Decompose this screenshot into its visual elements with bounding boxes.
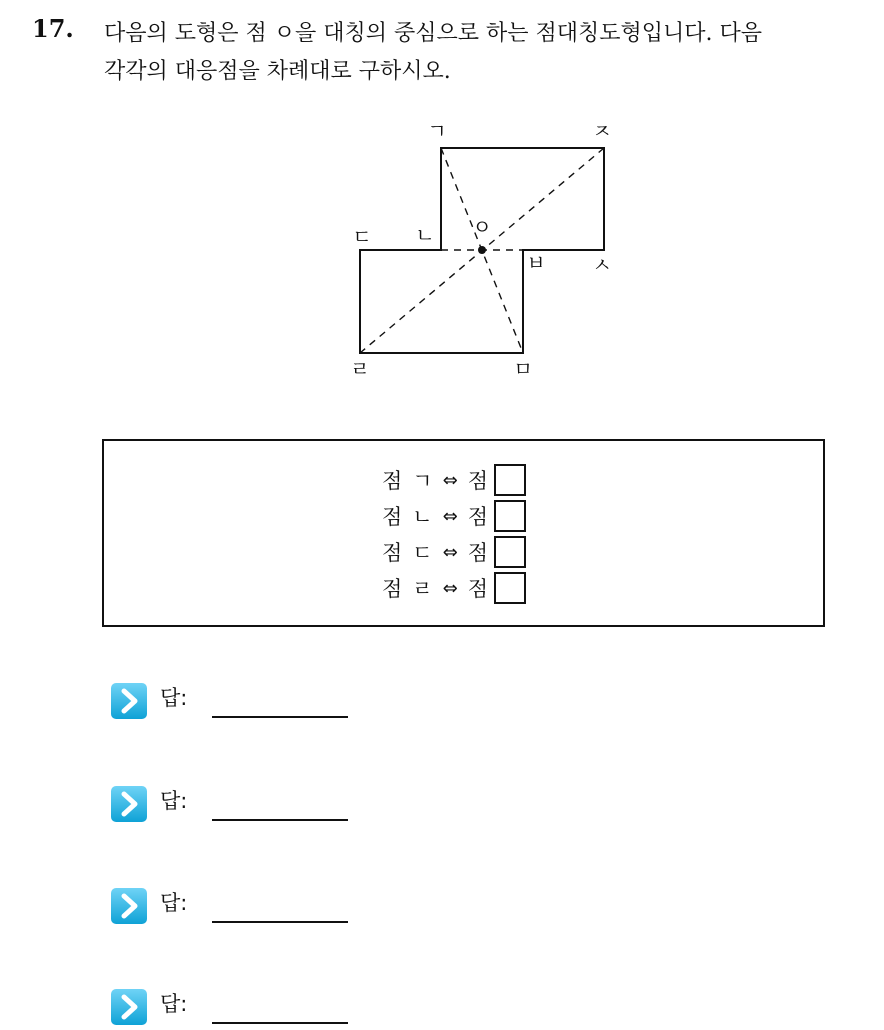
correspondence-row xyxy=(382,499,526,533)
target-prefix: 점 xyxy=(467,577,488,601)
label-vertex-m: ㅁ xyxy=(513,357,533,380)
answer-input-line[interactable] xyxy=(212,1022,348,1024)
correspond-arrow: ⇔ xyxy=(442,577,458,599)
correspondence-box xyxy=(102,439,825,627)
point-prefix: 점 xyxy=(382,577,403,601)
chevron-right-icon xyxy=(110,785,148,823)
center-point xyxy=(478,246,486,254)
question-text-line-2: 각각의 대응점을 차례대로 구하시오. xyxy=(104,59,451,84)
answer-label: 답: xyxy=(160,891,188,915)
point-label: ㄴ xyxy=(412,505,433,529)
correspondence-row xyxy=(382,535,526,569)
target-prefix: 점 xyxy=(467,469,488,493)
point-symmetric-figure xyxy=(330,110,630,380)
point-prefix: 점 xyxy=(382,505,403,529)
label-vertex-d: ㄷ xyxy=(352,225,372,249)
answer-box[interactable] xyxy=(494,572,526,604)
label-vertex-j: ㅈ xyxy=(592,119,612,143)
chevron-right-icon xyxy=(110,887,148,925)
correspondence-row xyxy=(382,463,526,497)
question-text-line-1: 다음의 도형은 점 ㅇ을 대칭의 중심으로 하는 점대칭도형입니다. 다음 xyxy=(104,21,762,46)
target-prefix: 점 xyxy=(467,505,488,529)
question-number: 17. xyxy=(32,14,74,43)
correspond-arrow: ⇔ xyxy=(442,469,458,491)
label-vertex-n: ㄴ xyxy=(415,223,435,247)
point-label: ㄱ xyxy=(412,469,433,493)
label-vertex-b: ㅂ xyxy=(526,251,546,275)
label-center-o: ㅇ xyxy=(472,215,492,239)
label-vertex-r: ㄹ xyxy=(350,357,370,380)
point-prefix: 점 xyxy=(382,541,403,565)
answer-input-line[interactable] xyxy=(212,716,348,718)
answer-box[interactable] xyxy=(494,536,526,568)
point-prefix: 점 xyxy=(382,469,403,493)
chevron-right-icon xyxy=(110,988,148,1026)
answer-label: 답: xyxy=(160,686,188,710)
answer-label: 답: xyxy=(160,789,188,813)
label-vertex-g: ㄱ xyxy=(427,119,447,143)
chevron-right-icon xyxy=(110,682,148,720)
point-label: ㄷ xyxy=(412,541,433,565)
label-vertex-s: ㅅ xyxy=(592,253,612,277)
target-prefix: 점 xyxy=(467,541,488,565)
correspond-arrow: ⇔ xyxy=(442,541,458,563)
point-label: ㄹ xyxy=(412,577,433,601)
answer-label: 답: xyxy=(160,992,188,1016)
correspondence-row xyxy=(382,571,526,605)
answer-box[interactable] xyxy=(494,500,526,532)
correspond-arrow: ⇔ xyxy=(442,505,458,527)
answer-box[interactable] xyxy=(494,464,526,496)
answer-input-line[interactable] xyxy=(212,921,348,923)
answer-input-line[interactable] xyxy=(212,819,348,821)
